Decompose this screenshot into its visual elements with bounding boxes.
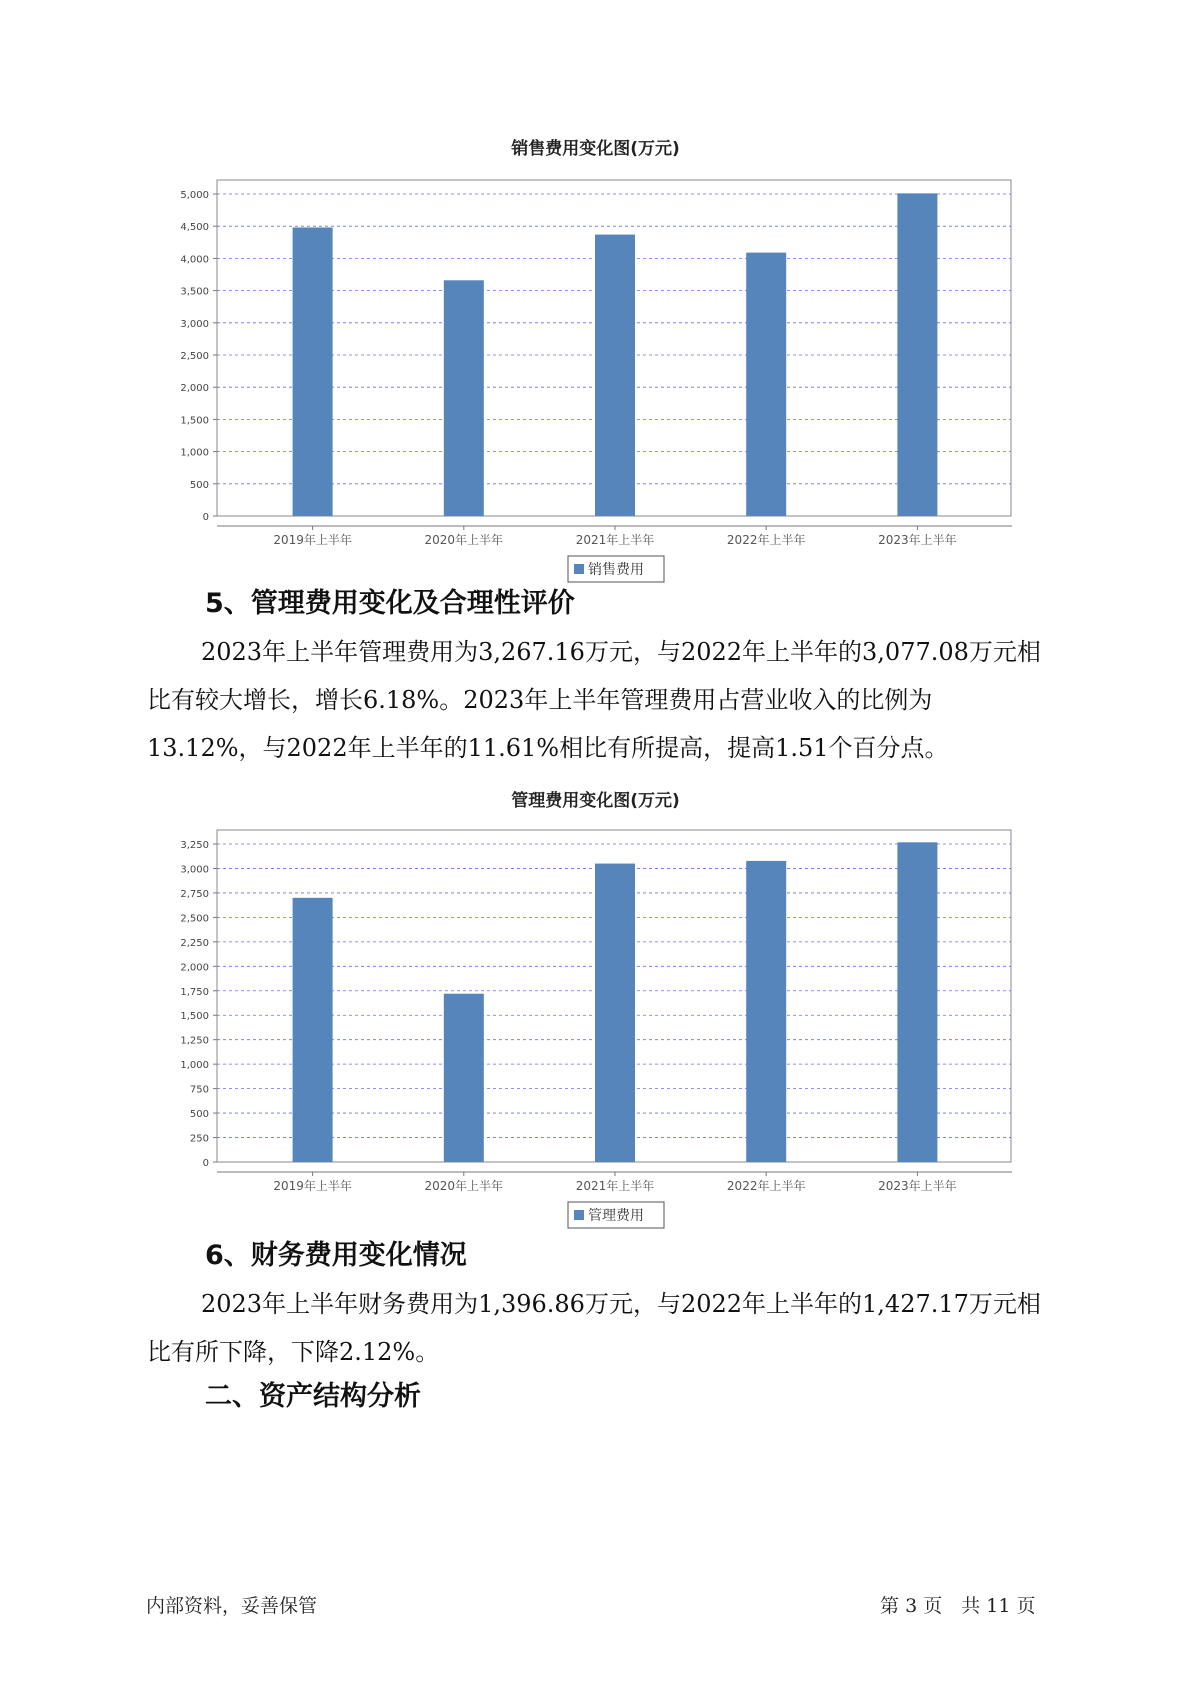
y-tick-label: 3,000 <box>180 318 209 330</box>
y-tick-label: 1,500 <box>180 415 209 427</box>
x-tick-label: 2021年上半年 <box>575 533 655 547</box>
y-tick-label: 750 <box>189 1084 209 1096</box>
x-tick-label: 2019年上半年 <box>273 1179 352 1193</box>
y-tick-label: 1,000 <box>180 1060 209 1072</box>
y-tick-label: 5,000 <box>180 190 209 201</box>
x-tick-label: 2023年上半年 <box>878 533 957 547</box>
x-tick-label: 2022年上半年 <box>726 1179 806 1193</box>
y-tick-label: 0 <box>202 512 209 523</box>
bar <box>595 864 635 1162</box>
section-6-text: 2023年上半年财务费用为1,396.86万元，与2022年上半年的1,427.17万元相比有所下降，下降2.12%。 <box>147 1290 1041 1366</box>
footer-page-number: 3 <box>905 1595 918 1617</box>
section-5-heading: 5、管理费用变化及合理性评价 <box>205 588 575 619</box>
y-tick-label: 2,500 <box>180 913 209 925</box>
y-tick-label: 250 <box>189 1133 209 1145</box>
bar <box>746 861 786 1162</box>
chart-title-sales: 销售费用变化图(万元) <box>511 139 680 159</box>
section-ii-heading: 二、资产结构分析 <box>205 1381 421 1412</box>
y-tick-label: 1,000 <box>180 447 209 459</box>
chart-title-admin: 管理费用变化图(万元) <box>511 791 680 811</box>
bar <box>444 280 484 516</box>
y-tick-label: 1,250 <box>180 1035 209 1047</box>
x-tick-label: 2020年上半年 <box>424 1179 504 1193</box>
x-tick-label: 2019年上半年 <box>273 533 352 547</box>
y-tick-label: 4,000 <box>180 254 209 266</box>
bar <box>746 253 786 516</box>
section-5-text: 2023年上半年管理费用为3,267.16万元，与2022年上半年的3,077.08万元相比有较大增长，增长6.18%。2023年上半年管理费用占营业收入的比例为13.12%，与2022年上半年的11.61%相比有所提高，提高1.51个百分点。 <box>147 638 1041 762</box>
footer-page-info <box>880 1591 1036 1618</box>
bar <box>897 193 937 516</box>
bar <box>293 898 333 1162</box>
y-tick-label: 500 <box>189 1109 209 1121</box>
bar <box>293 227 333 516</box>
x-tick-label: 2021年上半年 <box>575 1179 655 1193</box>
legend-label: 销售费用 <box>588 562 644 578</box>
y-tick-label: 0 <box>202 1158 209 1169</box>
y-tick-label: 2,000 <box>180 962 209 974</box>
legend-swatch <box>574 1210 584 1220</box>
x-tick-label: 2022年上半年 <box>726 533 806 547</box>
section-6-paragraph <box>147 1280 1047 1376</box>
bar <box>444 994 484 1162</box>
sales-expense-chart <box>0 160 1191 578</box>
legend-swatch <box>574 564 584 574</box>
y-tick-label: 2,000 <box>180 383 209 395</box>
y-tick-label: 3,250 <box>180 840 209 851</box>
x-tick-label: 2020年上半年 <box>424 533 504 547</box>
x-tick-label: 2023年上半年 <box>878 1179 957 1193</box>
y-tick-label: 4,500 <box>180 222 209 234</box>
admin-expense-chart <box>0 750 1191 1250</box>
y-tick-label: 2,250 <box>180 937 209 949</box>
y-tick-label: 2,750 <box>180 888 209 900</box>
y-tick-label: 2,500 <box>180 351 209 362</box>
bar <box>595 235 635 516</box>
legend-label: 管理费用 <box>588 1208 644 1224</box>
footer-confidential: 内部资料，妥善保管 <box>146 1595 318 1617</box>
footer-page-prefix: 第 <box>880 1595 900 1617</box>
footer-total-pages: 11 <box>986 1595 1011 1617</box>
y-tick-label: 1,750 <box>180 986 209 998</box>
footer-page-suffix: 页 <box>1016 1595 1036 1617</box>
footer-page-mid: 页 共 <box>923 1595 981 1617</box>
y-tick-label: 3,500 <box>180 286 209 298</box>
y-tick-label: 500 <box>189 479 209 491</box>
bar <box>897 842 937 1162</box>
y-tick-label: 3,000 <box>180 864 209 876</box>
section-6-heading: 6、财务费用变化情况 <box>205 1240 467 1271</box>
y-tick-label: 1,500 <box>180 1011 209 1023</box>
